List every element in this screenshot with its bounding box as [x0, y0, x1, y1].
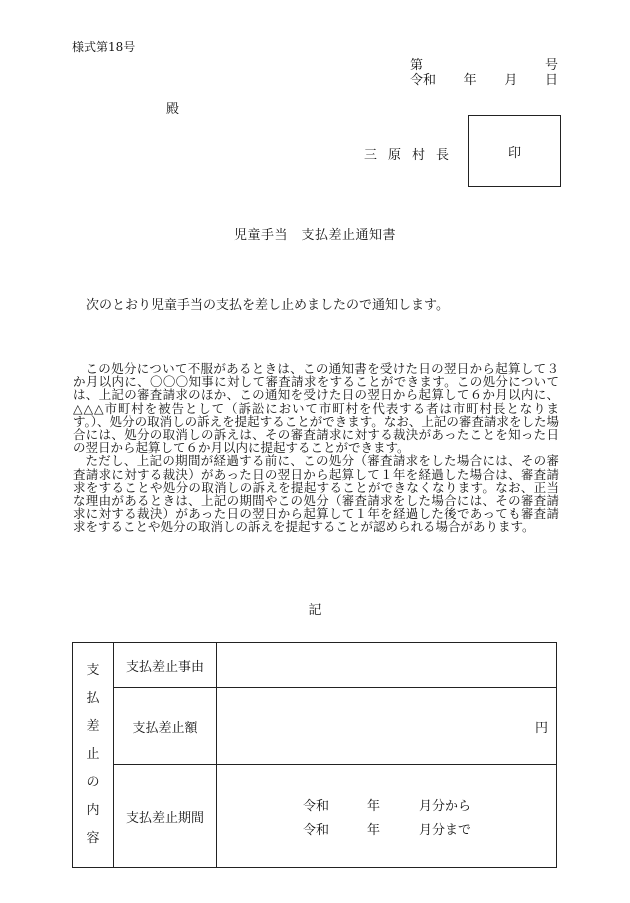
period-value [217, 765, 557, 868]
document-title: 児童手当 支払差止通知書 [233, 228, 396, 243]
details-table [72, 642, 557, 868]
vertical-header-char: 払 [86, 691, 100, 706]
period-to-year: 年 [367, 822, 381, 838]
seal-label: 印 [507, 145, 521, 161]
reason-label: 支払差止事由 [114, 643, 217, 688]
sender [364, 144, 449, 163]
amount-label: 支払差止額 [114, 688, 217, 765]
vertical-header-char: の [86, 775, 100, 790]
date-month: 月 [504, 73, 518, 88]
period-to [217, 816, 556, 840]
vertical-header-char: 内 [86, 803, 100, 818]
seal-box [468, 115, 561, 187]
sender-char: 村 [412, 148, 426, 163]
document-date [410, 69, 558, 88]
appeal-paragraph: ただし、上記の期間が経過する前に、この処分（審査請求をした場合には、その審査請求に対する裁決）があった日の翌日から起算して１年を経過した場合は、審査請求をすることや処分の取消しの訴えを提起することができなくなります。なお、正当な理由があるときは、上記の期間やこの処分（審査請求をした場合には、その審査請求に対する裁決）があった日の翌日から起算して１年を経過した後であっても審査請求をすることや処分の取消しの訴えを提起することが認められる場合があります。 [73, 453, 559, 535]
period-from-year: 年 [367, 798, 381, 814]
vertical-header-char: 差 [86, 719, 100, 734]
vertical-header-char: 容 [86, 831, 100, 846]
doc-number-suffix: 号 [544, 58, 558, 73]
date-day: 日 [544, 73, 558, 88]
sender-char: 三 [364, 148, 378, 163]
sender-char: 長 [436, 148, 450, 163]
period-from-era: 令和 [303, 798, 330, 814]
addressee: 殿 [166, 102, 180, 117]
table-row [73, 643, 557, 688]
table-row [73, 688, 557, 765]
table-row [73, 765, 557, 868]
vertical-header-char: 支 [86, 663, 100, 678]
vertical-header-char: 止 [86, 747, 100, 762]
period-label: 支払差止期間 [114, 765, 217, 868]
intro-text: 次のとおり児童手当の支払を差し止めましたので通知します。 [86, 298, 449, 313]
date-year: 年 [463, 73, 477, 88]
doc-number-prefix: 第 [410, 58, 424, 73]
period-to-era: 令和 [303, 822, 330, 838]
appeal-notice [73, 362, 559, 534]
vertical-header [73, 643, 114, 868]
period-from [217, 792, 556, 816]
amount-value [217, 688, 557, 765]
form-number: 様式第18号 [72, 40, 136, 54]
period-from-month: 月分から [419, 798, 472, 814]
sender-char: 原 [388, 148, 402, 163]
date-era: 令和 [410, 73, 437, 88]
period-to-month: 月分まで [419, 822, 472, 838]
amount-unit: 円 [534, 720, 548, 736]
ki-heading: 記 [308, 603, 322, 618]
appeal-paragraph: この処分について不服があるときは、この通知書を受けた日の翌日から起算して３か月以内に、〇〇〇知事に対して審査請求をすることができます。この処分については、上記の審査請求のほか、この通知を受けた日の翌日から起算して６か月以内に、△△△市町村を被告として（訴訟において市町村を代表する者は市町村長となります。）、処分の取消しの訴えを提起することができます。なお、上記の審査請求をした場合には、処分の取消しの訴えは、その審査請求に対する裁決があったことを知った日の翌日から起算して６か月以内に提起することができます。 [73, 361, 559, 456]
reason-value [217, 643, 557, 688]
